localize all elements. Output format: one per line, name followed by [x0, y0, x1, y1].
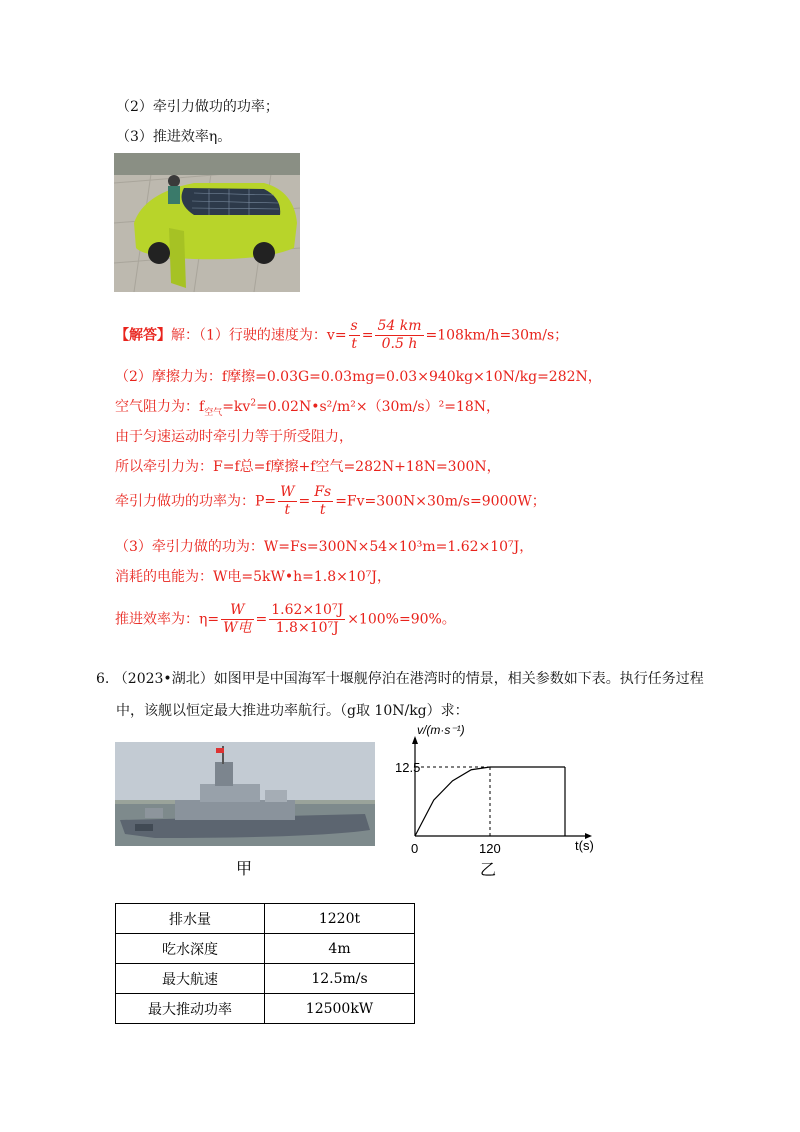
question-3: （3）推进效率η。 — [116, 129, 232, 145]
car-photo — [114, 153, 300, 292]
answer-air-resistance: 空气阻力为：$f_{空气}=kv^2=0.02N•s^2/m^2\times(30m/s)^2=18N$， — [115, 398, 501, 418]
parameter-table — [115, 903, 415, 1024]
ship-photo — [115, 742, 375, 846]
problem-6-line-1: 6. （2023•湖北）如图甲是中国海军十堰舰停泊在港湾时的情景，相关参数如下表。执行任务过程 — [96, 671, 704, 687]
velocity-time-chart — [395, 722, 605, 854]
table-row — [116, 904, 415, 934]
answer-friction: （2）摩擦力为：f摩擦=0.03G=0.03mg=0.03×940kg×10N/kg=282N， — [115, 369, 602, 385]
efficiency-fraction-2: $\frac{\text{1.62×10⁷J}}{\text{1.8×10⁷J}}$ — [271, 602, 344, 636]
caption-yi: 乙 — [480, 860, 497, 879]
speed-fraction-1: $\frac{s}{t}$ — [350, 318, 358, 352]
question-2: （2）牵引力做功的功率； — [116, 99, 279, 115]
velocity-curve — [415, 767, 490, 836]
param-label: 排水量 — [116, 904, 265, 934]
problem-6-line-2: 中，该舰以恒定最大推进功率航行。（g取 10N/kg）求： — [116, 703, 469, 719]
param-value: 12500kW — [265, 994, 415, 1024]
answer-energy: 消耗的电能为：W电=5kW•h=1.8×10⁷J， — [115, 569, 391, 585]
caption-jia: 甲 — [236, 859, 253, 878]
y-axis-arrow — [412, 736, 418, 744]
power-fraction-2: $\frac{Fs}{t}$ — [314, 484, 332, 518]
x-tick-120: 120 — [479, 841, 501, 854]
table-row — [116, 994, 415, 1024]
speed-fraction-2: $\frac{54 km}{0.5 h}$ — [377, 318, 422, 352]
x-tick-0: 0 — [411, 841, 419, 854]
answer-tag: 【解答】 — [115, 327, 171, 344]
efficiency-fraction-1: $\frac{W}{\text{W电}}$ — [223, 602, 252, 636]
answer-speed: 【解答】解：（1）行驶的速度为：v= $\frac{s}{t}$ = $\frac{54 km}{0.5 h}$ =108km/h=30m/s； — [115, 318, 569, 352]
answer-traction: 所以牵引力为：F=f总=f摩擦+f空气=282N+18N=300N， — [115, 459, 501, 475]
power-fraction-1: $\frac{W}{t}$ — [280, 484, 295, 518]
table-row — [116, 934, 415, 964]
answer-work: （3）牵引力做的功为：W=Fs=300N×54×10³m=1.62×10⁷J， — [115, 539, 534, 555]
table-row — [116, 964, 415, 994]
answer-power: 牵引力做功的功率为：P= $\frac{W}{t}$ = $\frac{Fs}{t}$ =Fv=300N×30m/s=9000W； — [115, 484, 546, 518]
param-label: 吃水深度 — [116, 934, 265, 964]
x-axis-label: t(s) — [575, 838, 594, 853]
param-value: 12.5m/s — [265, 964, 415, 994]
y-axis-label: v/(m·s⁻¹) — [417, 723, 465, 737]
param-value: 4m — [265, 934, 415, 964]
y-tick-12.5: 12.5 — [395, 760, 421, 775]
param-value: 1220t — [265, 904, 415, 934]
answer-efficiency: 推进效率为：η= $\frac{W}{\text{W电}}$ = $\frac{\text{1.62×10⁷J}}{\text{1.8×10⁷J}}$ ×100%=90%。 — [115, 602, 456, 636]
param-label: 最大推动功率 — [116, 994, 265, 1024]
param-label: 最大航速 — [116, 964, 265, 994]
answer-uniform-motion: 由于匀速运动时牵引力等于所受阻力， — [115, 429, 353, 445]
